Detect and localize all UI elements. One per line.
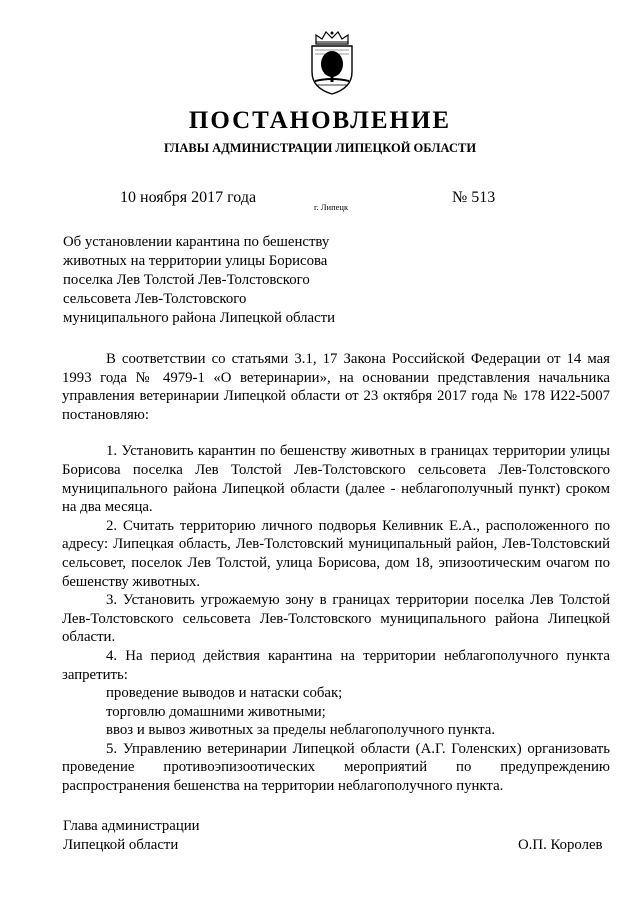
paragraph-4-item: проведение выводов и натаски собак; bbox=[106, 685, 343, 702]
document-subject bbox=[63, 233, 363, 328]
signer-title bbox=[63, 817, 200, 855]
paragraph-4-item: торговлю домашними животными; bbox=[106, 703, 326, 720]
signer-name: О.П. Королев bbox=[518, 837, 603, 853]
subject-line: животных на территории улицы Борисова bbox=[63, 253, 328, 269]
signer-line: Глава администрации bbox=[63, 818, 200, 834]
subject-line: поселка Лев Толстой Лев-Толстовского bbox=[63, 272, 310, 288]
paragraph-4-item: ввоз и вывоз животных за пределы неблагополучного пункта. bbox=[106, 722, 496, 739]
paragraph-5: 5. Управлению ветеринарии Липецкой области (А.Г. Голенских) организовать проведение противоэпизоотических мероприятий по предупреждению распространения бешенства на территории неблагополучного пункта. bbox=[62, 740, 610, 795]
document-subtitle: ГЛАВЫ АДМИНИСТРАЦИИ ЛИПЕЦКОЙ ОБЛАСТИ bbox=[163, 141, 477, 155]
paragraph-2: 2. Считать территорию личного подворья Келивник Е.А., расположенного по адресу: Липецкая область, Лев-Толстовский муниципальный район, Лев-Толстовский сельсовет, поселок Лев Толстой, улица Борисова, дом 18, эпизоотическим очагом по бешенству животных. bbox=[62, 517, 610, 590]
document-city: г. Липецк bbox=[314, 202, 349, 212]
subject-line: Об установлении карантина по бешенству bbox=[63, 234, 330, 250]
document-body bbox=[62, 350, 610, 796]
document-number: № 513 bbox=[452, 189, 496, 206]
signer-line: Липецкой области bbox=[63, 837, 179, 853]
subject-line: сельсовета Лев-Толстовского bbox=[63, 291, 247, 307]
subject-line: муниципального района Липецкой области bbox=[63, 310, 336, 326]
document-date: 10 ноября 2017 года bbox=[120, 189, 257, 206]
document-title: ПОСТАНОВЛЕНИЕ bbox=[188, 107, 452, 134]
intro-paragraph: В соответствии со статьями 3.1, 17 Закона Российской Федерации от 14 мая 1993 года № 4979-1 «О ветеринарии», на основании представления начальника управления ветеринарии Липецкой области от 23 октября 2017 года № 178 И22-5007 постановляю: bbox=[62, 351, 610, 423]
paragraph-1: 1. Установить карантин по бешенству животных в границах территории улицы Борисова поселка Лев Толстой Лев-Толстовского сельсовета Лев-Толстовского муниципального района Липецкой области (далее - неблагополучный пункт) сроком на два месяца. bbox=[62, 443, 610, 516]
paragraph-3: 3. Установить угрожаемую зону в границах территории поселка Лев Толстой Лев-Толстовского сельсовета Лев-Толстовского муниципального района Липецкой области. bbox=[62, 592, 610, 646]
coat-of-arms-icon bbox=[306, 30, 358, 96]
paragraph-4: 4. На период действия карантина на территории неблагополучного пункта запретить: bbox=[62, 647, 610, 683]
